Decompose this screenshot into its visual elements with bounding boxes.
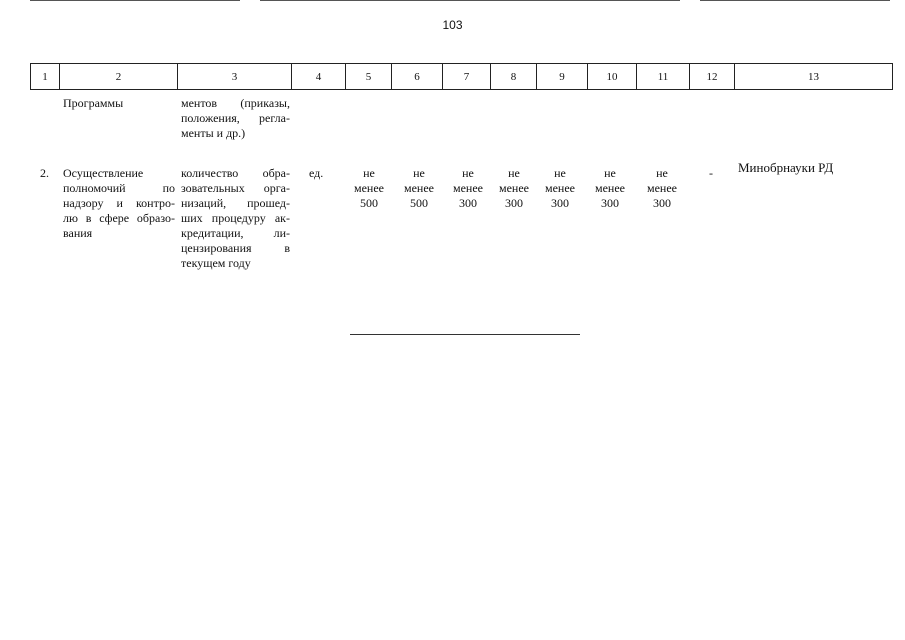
target-value-col8 <box>493 166 535 211</box>
value-line: не <box>363 166 375 180</box>
value-line: менее <box>453 181 483 195</box>
col-header-10: 10 <box>588 64 637 89</box>
name-line: Осуществление <box>63 166 144 180</box>
row-indicator <box>181 166 290 271</box>
continued-program-name: Программы <box>63 96 124 110</box>
target-value-col5 <box>348 166 390 211</box>
value-line: 300 <box>653 196 671 210</box>
responsible-executor: Минобрнауки РД <box>738 160 834 175</box>
col12-dash: - <box>709 166 713 180</box>
indicator-line: положения, регла- <box>181 111 290 125</box>
value-line: не <box>554 166 566 180</box>
indicator-line: ших процедуру ак- <box>181 211 290 225</box>
name-line: полномочий по <box>63 181 175 195</box>
target-value-col10 <box>589 166 631 211</box>
indicator-line: кредитации, ли- <box>181 226 290 240</box>
col-header-4: 4 <box>292 64 346 89</box>
indicator-line: цензирования в <box>181 241 290 255</box>
col-header-6: 6 <box>392 64 443 89</box>
value-line: 300 <box>601 196 619 210</box>
end-of-table-rule <box>350 334 580 335</box>
value-line: 300 <box>505 196 523 210</box>
scan-edge-line <box>700 0 890 1</box>
indicator-line: ментов (приказы, <box>181 96 290 110</box>
col-header-11: 11 <box>637 64 690 89</box>
value-line: не <box>462 166 474 180</box>
target-value-col9 <box>539 166 581 211</box>
name-line: лю в сфере образо- <box>63 211 175 225</box>
value-line: не <box>604 166 616 180</box>
indicator-line: зовательных орга- <box>181 181 290 195</box>
scan-edge-line <box>260 0 680 1</box>
value-line: не <box>656 166 668 180</box>
unit: ед. <box>309 166 324 180</box>
continued-indicator <box>181 96 290 141</box>
target-value-col11 <box>641 166 683 211</box>
col-header-13: 13 <box>735 64 893 89</box>
col-header-8: 8 <box>491 64 537 89</box>
indicator-line: низаций, прошед- <box>181 196 290 210</box>
indicator-line: менты и др.) <box>181 126 246 140</box>
value-line: не <box>508 166 520 180</box>
value-line: 500 <box>410 196 428 210</box>
scan-edge-line <box>30 0 240 1</box>
row-number: 2. <box>40 166 49 180</box>
col-header-2: 2 <box>60 64 178 89</box>
indicator-line: количество обра- <box>181 166 290 180</box>
name-line: надзору и контро- <box>63 196 175 210</box>
col-header-12: 12 <box>690 64 735 89</box>
col-header-5: 5 <box>346 64 392 89</box>
value-line: 500 <box>360 196 378 210</box>
target-value-col7 <box>447 166 489 211</box>
value-line: менее <box>595 181 625 195</box>
col-header-7: 7 <box>443 64 491 89</box>
column-number-header <box>30 63 893 90</box>
value-line: менее <box>404 181 434 195</box>
value-line: менее <box>545 181 575 195</box>
value-line: 300 <box>459 196 477 210</box>
col-header-3: 3 <box>178 64 292 89</box>
value-line: менее <box>499 181 529 195</box>
page-number: 103 <box>442 18 463 32</box>
target-value-col6 <box>398 166 440 211</box>
value-line: 300 <box>551 196 569 210</box>
name-line: вания <box>63 226 93 240</box>
row-measure-name <box>63 166 175 241</box>
value-line: менее <box>647 181 677 195</box>
col-header-9: 9 <box>537 64 588 89</box>
indicator-line: текущем году <box>181 256 251 270</box>
value-line: менее <box>354 181 384 195</box>
value-line: не <box>413 166 425 180</box>
col-header-1: 1 <box>31 64 60 89</box>
